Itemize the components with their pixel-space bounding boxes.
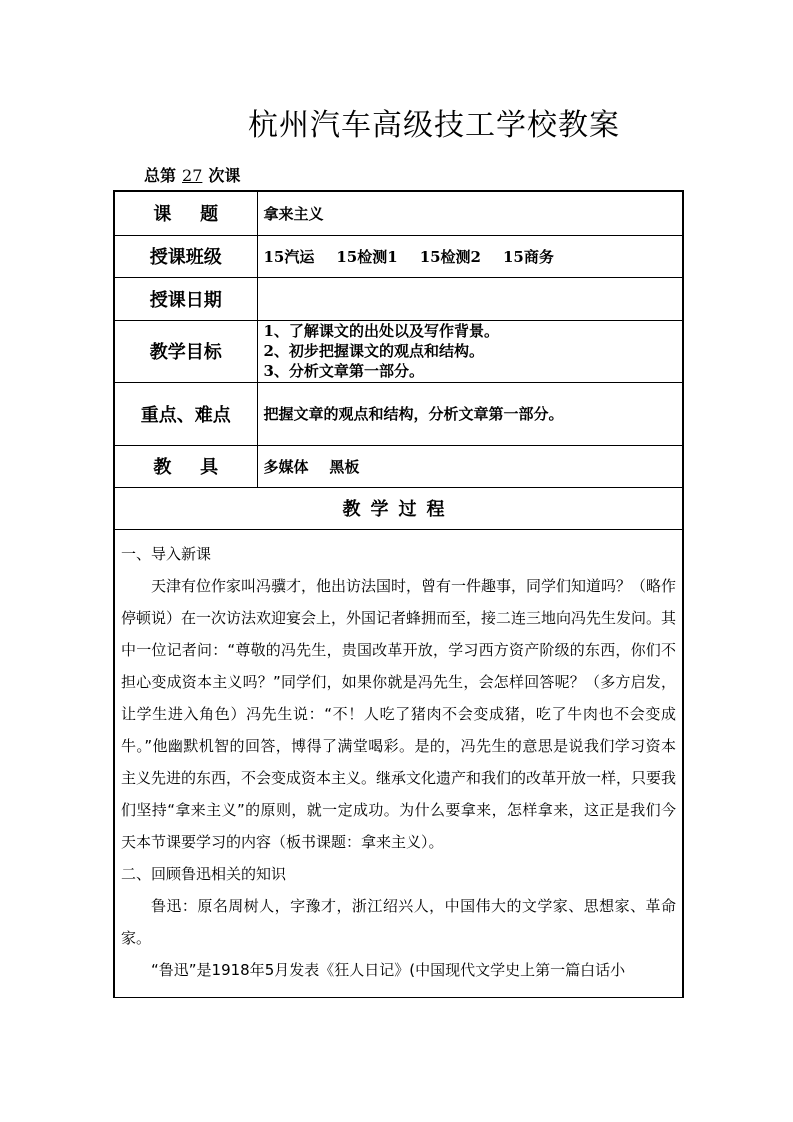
class-item: 15商务 — [503, 247, 554, 266]
topic-label: 课题 — [153, 204, 247, 226]
document-title: 杭州汽车高级技工学校教案 — [248, 108, 620, 143]
objectives-label: 教学目标 — [114, 320, 257, 382]
lesson-number: 27 — [182, 166, 203, 185]
process-heading: 教学过程 — [114, 487, 683, 529]
objective-item: 1、了解课文的出处以及写作背景。 — [263, 322, 499, 340]
lesson-count — [144, 163, 240, 186]
process-heading-row — [114, 487, 683, 529]
process-body — [114, 529, 683, 997]
tools-row — [114, 445, 683, 487]
section-heading: 一、导入新课 — [121, 544, 212, 563]
tools-label: 教具 — [153, 457, 247, 478]
luxun-paragraph: “鲁迅”是1918年5月发表《狂人日记》(中国现代文学史上第一篇白话小 — [151, 960, 626, 978]
keypoints-label: 重点、难点 — [114, 382, 257, 445]
class-item: 15检测1 — [336, 247, 398, 266]
keypoints-row — [114, 382, 683, 445]
topic-value: 拿来主义 — [257, 191, 683, 235]
objective-item: 3、分析文章第一部分。 — [263, 362, 424, 380]
lesson-prefix: 总第 — [144, 166, 177, 185]
lesson-plan-table — [113, 190, 684, 998]
topic-row — [114, 191, 683, 235]
tools-value: 多媒体 黑板 — [257, 445, 683, 487]
class-row — [114, 235, 683, 277]
luxun-paragraph: 鲁迅：原名周树人，字豫才，浙江绍兴人，中国伟大的文学家、思想家、革命家。 — [121, 896, 676, 947]
section-heading: 二、回顾鲁迅相关的知识 — [121, 864, 287, 883]
class-item: 15汽运 — [263, 247, 315, 266]
objective-item: 2、初步把握课文的观点和结构。 — [263, 342, 484, 360]
date-value — [257, 277, 683, 320]
process-body-row — [114, 529, 683, 997]
objectives-row — [114, 320, 683, 382]
keypoints-value: 把握文章的观点和结构，分析文章第一部分。 — [257, 382, 683, 445]
class-item: 15检测2 — [419, 247, 481, 266]
date-row — [114, 277, 683, 320]
objectives-list — [257, 320, 683, 382]
intro-paragraph: 天津有位作家叫冯骥才，他出访法国时，曾有一件趣事，同学们知道吗？（略作停顿说）在一次访法欢迎宴会上，外国记者蜂拥而至，接二连三地向冯先生发问。其中一位记者问：“尊敬的冯先生，贵国改革开放，学习西方资产阶级的东西，你们不担心变成资本主义吗？”同学们，如果你就是冯先生，会怎样回答呢？（多方启发，让学生进入角色）冯先生说：“不！人吃了猪肉不会变成猪，吃了牛肉也不会变成牛。”他幽默机智的回答，博得了满堂喝彩。是的，冯先生的意思是说我们学习资本主义先进的东西，不会变成资本主义。继承文化遗产和我们的改革开放一样，只要我们坚持“拿来主义”的原则，就一定成功。为什么要拿来，怎样拿来，这正是我们今天本节课要学习的内容（板书课题：拿来主义）。 — [121, 576, 677, 851]
class-label: 授课班级 — [114, 235, 257, 277]
lesson-suffix: 次课 — [208, 166, 241, 185]
class-list — [257, 235, 683, 277]
date-label: 授课日期 — [114, 277, 257, 320]
